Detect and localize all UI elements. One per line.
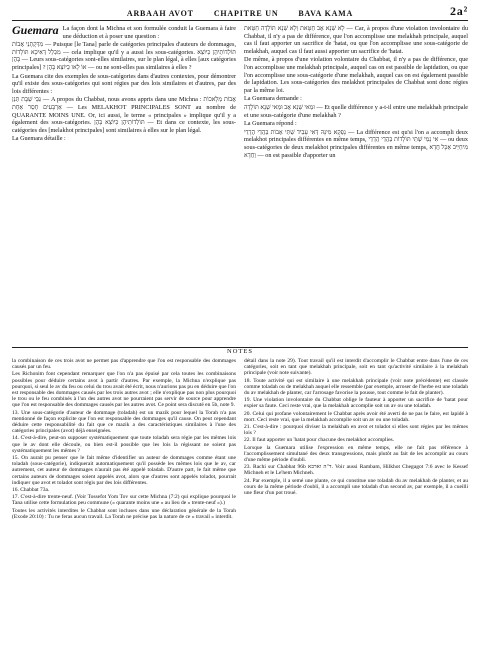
notes-section — [12, 358, 468, 648]
note: 15. On aurait pu penser que le fait même d'identifier un auteur de dommages comme étant une toladah (sous-catégorie), indiquerait automatiquement qu'il possède les mêmes lois que le av, car autrement, cet auteur de dommages n'aurait pas été appelé toladah. D'autre part, le fait même que certains auteurs de dommages soient appelés avot, alors que d'autres sont appelés toladot, pourrait indiquer que avot et toladot sont régis par des lois différentes. — [12, 455, 236, 486]
paragraph: La Guemara détaille : — [12, 135, 66, 143]
notes-left-column — [12, 358, 236, 648]
note: 23. Rachi sur Chabbat 96b ד"ה וארבא. Voir aussi Rambam, Hilkhot Chegagot 7:6 avec le Kessef Michneh et le Le'hem Michneh. — [244, 464, 468, 477]
notes-right-column — [244, 358, 468, 648]
note: la combinaison de ces trois avot ne permet pas d'apprendre que l'on est responsable des dommages causés par un feu. — [12, 358, 236, 371]
paragraph: וּמַאי שְׁנָא אָב וּמַאי שְׁנָא תּוֹלָדָה — Et quelle différence y a-t-il entre une melakhah principale et une sous-catégorie d'une melakhah ? — [244, 103, 468, 119]
paragraph: La Guemara demande : — [244, 95, 302, 103]
note: 21. C'est-à-dire : pourquoi diviser la melakhah en avot et toladot si elles sont régies par les mêmes lois ? — [244, 424, 468, 437]
note: 20. Celui qui profane volontairement le Chabbat après avoir été averti de ne pas le faire, est lapidé à mort. Ceci reste vrai, que la melakhah accomplie soit un av ou une toladah. — [244, 410, 468, 423]
note: 14. C'est-à-dire, peut-on supposer systématiquement que toute toladah sera régie par les mêmes lois que le av dont elle découle, ou bien est-il possible que les lois la régissant ne soient pas systématiquement les mêmes ? — [12, 435, 236, 454]
guemara-label: Guemara — [12, 25, 59, 37]
header-chapter: CHAPITRE UN — [213, 8, 279, 18]
main-text — [12, 25, 468, 343]
note: 16. Chabbat 73a. — [12, 487, 50, 494]
note: 13. Une sous-catégorie d'auteur de dommage (toladah) est un mazik pour lequel la Torah n'a pas mentionné de façon explicite que l'on est responsable des dommages qu'il cause. On peut cependant déduire cette responsabilité du fait que ce mazik a des caractéristiques similaires à l'une des catégories principales (avot) déjà enseignées. — [12, 409, 236, 435]
header-tractate-chapter-title: ARBAAH AVOT — [126, 8, 194, 18]
note: 17. C'est-à-dire trente-neuf. (Voir Tossefot Yom Tov sur cette Michna (7:2) qui explique pourquoi le Tana utilise cette formulation peu commune (« quarante moins une » au lieu de « trente-neuf »).) — [12, 494, 236, 507]
paragraph: גַּבֵּי שַׁבָּת תְּנַן — A propos du Chabbat, nous avons appris dans une Michna : אֲבוֹת מְלָאכוֹת אַרְבָּעִים חָסֵר אַחַת — Les MELAKHOT PRINCIPALES SONT au nombre de QUARANTE MOINS UNE. Or, ici aussi, le terme « principales » implique qu'il y a également des sous-catégories. תּוֹלְדוֹתֵיהֶן כַּיּוֹצֵא בָּהֶן — Et dans ce contexte, les sous-catégories des [melakhot principales] sont similaires à elles sur le plan légal. — [12, 96, 237, 134]
paragraph: La Guemara répond : — [244, 120, 297, 128]
note: 18. Toute activité qui est similaire à une melakhah principale (voir note précédente) est classée comme toladah ou de melakhah auquel elle ressemble (par exemple, arroser de l'herbe est une toladah du av melakhah de planter, car l'arrosage favorise la pousse, tout comme le fait de planter). — [244, 377, 468, 397]
paragraph: לָא שְׁנָא אָב חַטָּאת וְלָא שְׁנָא תּוֹלָדָה חַטָּאת — Car, à propos d'une violation involontaire du Chabbat, il n'y a pas de différence, que l'on accomplisse une melakhah principale, auquel cas il faut apporter un sacrifice de 'hatat, ou que l'on accomplisse une sous-catégorie de melakhah, auquel cas il faut aussi apporter un sacrifice de 'hatat. — [244, 25, 468, 55]
paragraph: מִדְּקָתָנֵי אָבוֹת — Puisque [le Tana] parle de catégories principales d'auteurs de dommages, מִכְּלָל דְּאִיכָּא תּוֹלָדוֹת — cela implique qu'il y a aussi les sous-catégories. תּוֹלְדוֹתֵיהֶן כַּיּוֹצֵא בָּהֶן — Leurs sous-catégories sont-elles similaires, sur le plan légal, à elles [aux catégories principales] ? אוֹ לָאו כַּיּוֹצֵא בָּהֶן — ou ne sont-elles pas similaires à elles ? — [12, 41, 236, 71]
header-tractate: BAVA KAMA — [298, 8, 354, 18]
paragraph: נָפְקָא מִינָּהּ דְּאִי עָבֵיד שְׁתֵּי אָבוֹת בַּהֲדֵי הֲדָדֵי — La différence est qu'si l'on a accompli deux melakhot principales différentes en même temps, אִי נָמֵי שְׁתֵּי תּוֹלָדוֹת בַּהֲדֵי הֲדָדֵי — ou deux sous-catégories de deux melakhot principales différentes en même temps, מִיחַיֵּיב אַכָּל חֲדָא וַחֲדָא — on est passible d'apporter un — [244, 128, 468, 159]
main-text-left-column — [12, 25, 236, 343]
notes-heading: NOTES — [12, 347, 468, 356]
note: 19. Une violation involontaire du Chabbat oblige le fauteur à apporter un sacrifice de 'hatat pour expier sa faute. Ceci reste vrai, que la melakhah accomplie soit un av ou une toladah. — [244, 397, 468, 410]
note: Les Richonim font cependant remarquer que l'on n'a pas épuisé par cela toutes les combinaisons possibles pour déduire certains avot à partir d'autres. Par exemple, la Michna n'explique pas pourquoi, si seul le av du feu ou celui du trou avait été écrit, nous n'aurions pas pu en déduire que l'on est responsable des dommages causés par les trois autres avot ; elle n'explique pas non plus pourquoi le trou ou le feu combinés à l'un des autres avot ne pourraient pas servir de source pour apprendre que l'on est responsable des dommages causés par les autres avot. Ce point sera discuté en 5b, note 9. — [12, 371, 236, 409]
note: détail dans la note 29). Tout travail qu'il est interdit d'accomplir le Chabbat entre dans l'une de ces catégories, soit en tant que melakhah principale, soit en tant qu'activité similaire à la melakhah principale (voir note suivante). — [244, 358, 468, 377]
note: Lorsque la Guemara utilise l'expression en même temps, elle ne fait pas référence à l'accomplissement simultané des deux transgressions, mais plutôt au fait de les accomplir au cours d'une même période d'oubli. — [244, 444, 468, 464]
note: 22. Il faut apporter un 'hatat pour chacune des melakhot accomplies. — [244, 437, 395, 444]
running-header — [12, 6, 468, 21]
note: 24. Par exemple, il a semé une plante, ce qui constitue une toladah du av melakhah de planter, et au cours de la même période d'oubli, il a accompli une toladah d'un second av, par exemple, il a cueilli une fleur d'un pot troué. — [244, 477, 468, 497]
note: Toutes les activités interdites le Chabbat sont incluses dans une déclaration générale de la Torah (Exode 20:10) : Tu ne feras aucun travail. La Torah ne précise pas la nature de ce « travail » interdit. — [12, 507, 236, 520]
paragraph: La Guemara cite des exemples de sous-catégories dans d'autres contextes, pour démontrer qu'il existe des sous-catégories qui sont régies par des lois similaires et d'autres, par des lois différentes : — [12, 72, 236, 95]
paragraph: De même, à propos d'une violation volontaire du Chabbat, il n'y a pas de différence, que l'on accomplisse une melakhah principale, auquel cas on est passible de lapidation, ou que l'on accomplisse une sous-catégorie d'une melakhah, auquel cas on est également passible de lapidation. Les sous-catégories des melakhot principales de Chabbat sont donc régies par la même loi. — [244, 56, 468, 94]
paragraph: Guemara La façon dont la Michna et son formulée conduit la Guemara à faire une déduction et à poser une question : — [12, 25, 236, 40]
main-text-right-column — [244, 25, 468, 343]
page-number: 2a² — [450, 4, 468, 18]
